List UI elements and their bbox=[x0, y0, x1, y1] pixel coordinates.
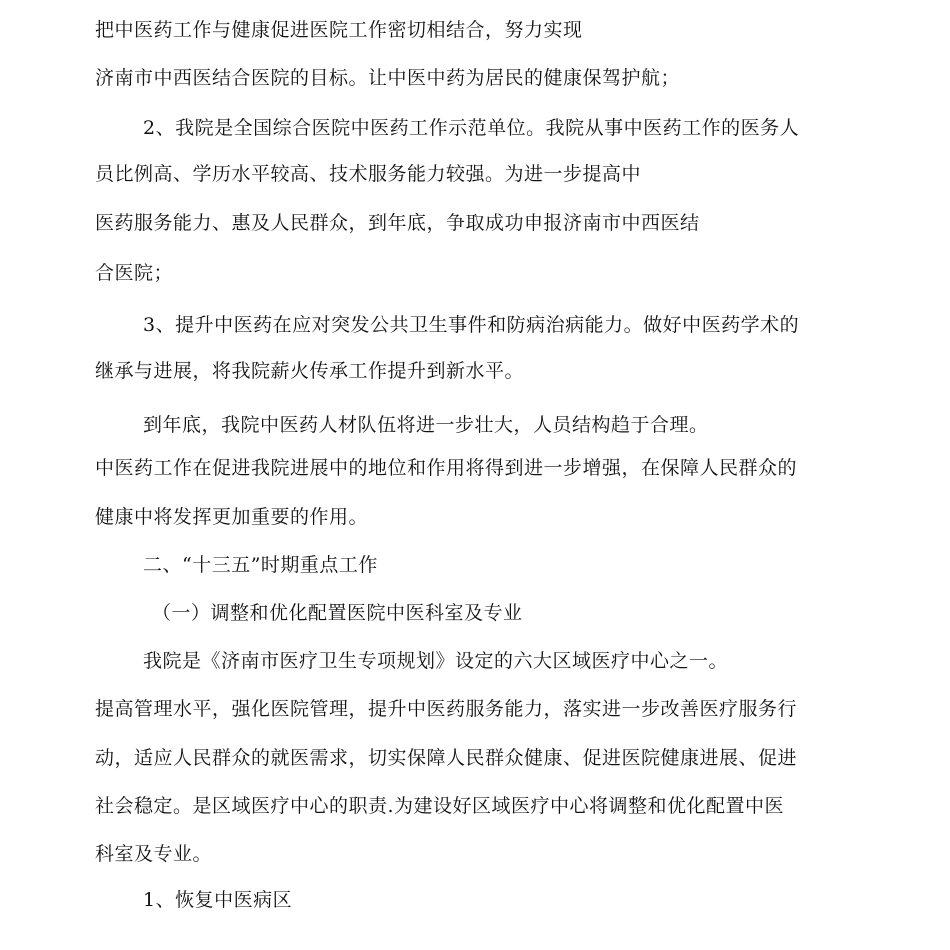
text-line: 中医药工作在促进我院进展中的地位和作用将得到进一步增强，在保障人民群众的 bbox=[95, 457, 798, 479]
list-item-heading: 1、恢复中医病区 bbox=[143, 889, 293, 911]
text-line: 3、提升中医药在应对突发公共卫生事件和防病治病能力。做好中医药学术的 bbox=[143, 314, 800, 336]
text-line: 我院是《济南市医疗卫生专项规划》设定的六大区域医疗中心之一。 bbox=[143, 650, 729, 672]
subsection-heading: （一）调整和优化配置医院中医科室及专业 bbox=[152, 602, 523, 624]
text-line: 社会稳定。是区域医疗中心的职责.为建设好区域医疗中心将调整和优化配置中医 bbox=[95, 795, 785, 817]
text-line: 科室及专业。 bbox=[95, 843, 213, 865]
text-line: 合医院； bbox=[95, 262, 174, 284]
text-line: 员比例高、学历水平较高、技术服务能力较强。为进一步提高中 bbox=[95, 163, 642, 185]
text-line: 继承与进展，将我院薪火传承工作提升到新水平。 bbox=[95, 360, 525, 382]
text-line: 健康中将发挥更加重要的作用。 bbox=[95, 506, 369, 528]
text-line: 2、我院是全国综合医院中医药工作示范单位。我院从事中医药工作的医务人 bbox=[143, 117, 800, 139]
text-line: 济南市中西医结合医院的目标。让中医中药为居民的健康保驾护航； bbox=[95, 67, 681, 89]
text-line: 动，适应人民群众的就医需求，切实保障人民群众健康、促进医院健康进展、促进 bbox=[95, 747, 798, 769]
section-heading: 二、“十三五”时期重点工作 bbox=[143, 554, 378, 576]
text-line: 提高管理水平，强化医院管理，提升中医药服务能力，落实进一步改善医疗服务行 bbox=[95, 698, 798, 720]
text-line: 医药服务能力、惠及人民群众，到年底，争取成功申报济南市中西医结 bbox=[95, 212, 700, 234]
text-line: 把中医药工作与健康促进医院工作密切相结合，努力实现 bbox=[95, 19, 583, 41]
text-line: 到年底，我院中医药人材队伍将进一步壮大，人员结构趋于合理。 bbox=[143, 414, 709, 436]
